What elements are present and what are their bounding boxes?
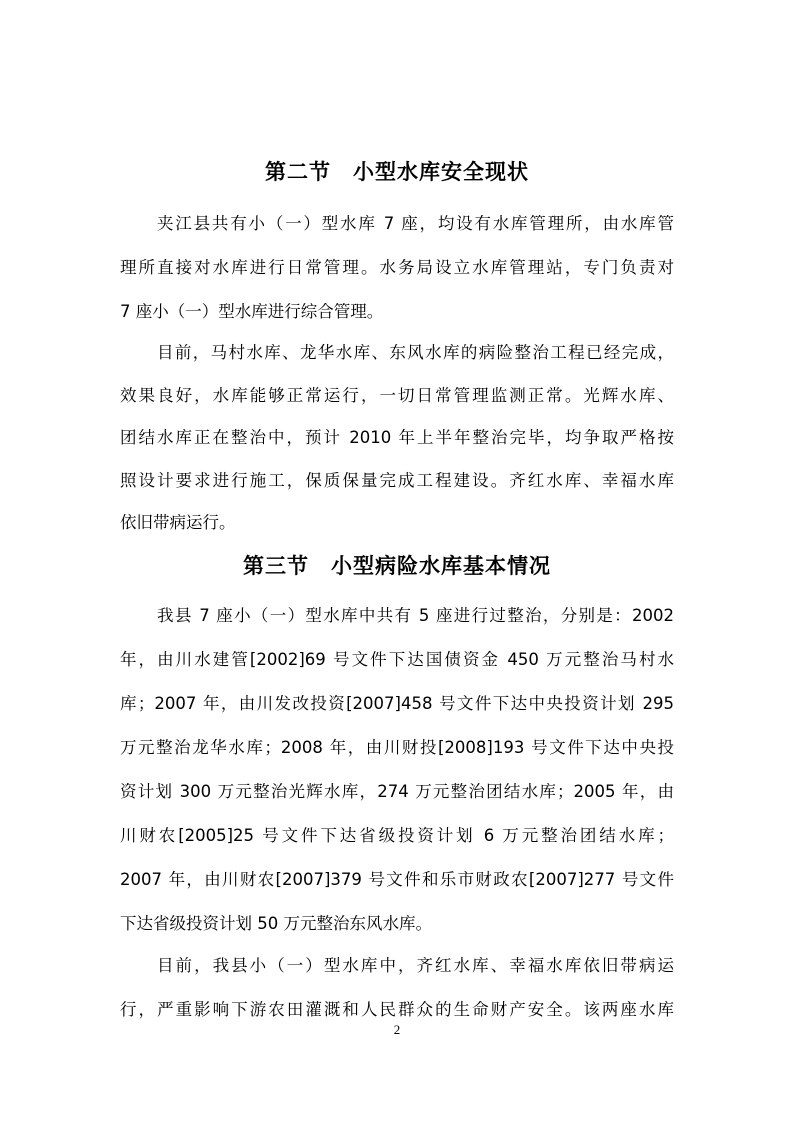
text-line: 夹江县共有小（一）型水库 7 座，均设有水库管理所，由水库管 <box>157 214 674 233</box>
text-line: 照设计要求进行施工，保质保量完成工程建设。齐红水库、幸福水库 <box>120 471 674 490</box>
text-line: 目前，马村水库、龙华水库、东风水库的病险整治工程已经完成， <box>157 343 674 362</box>
text-line: 下达省级投资计划 50 万元整治东风水库。 <box>120 914 432 933</box>
page-number: 2 <box>393 1022 401 1037</box>
text-line: 行，严重影响下游农田灌溉和人民群众的生命财产安全。该两座水库 <box>120 1000 674 1019</box>
text-line: 万元整治龙华水库；2008 年，由川财投[2008]193 号文件下达中央投 <box>120 738 674 757</box>
text-line: 理所直接对水库进行日常管理。水务局设立水库管理站，专门负责对 <box>120 258 674 277</box>
text-line: 依旧带病运行。 <box>120 513 236 532</box>
section-heading-2: 第二节 小型水库安全现状 <box>265 160 529 184</box>
text-line: 7 座小（一）型水库进行综合管理。 <box>120 302 384 321</box>
text-line: 2007 年，由川财农[2007]379 号文件和乐市财政农[2007]277 号文件 <box>120 870 674 889</box>
text-line: 库；2007 年，由川发改投资[2007]458 号文件下达中央投资计划 295 <box>120 694 674 713</box>
section-heading-3: 第三节 小型病险水库基本情况 <box>243 554 551 578</box>
text-line: 资计划 300 万元整治光辉水库，274 万元整治团结水库；2005 年，由 <box>120 782 674 801</box>
text-line: 团结水库正在整治中，预计 2010 年上半年整治完毕，均争取严格按 <box>120 428 674 447</box>
text-line: 目前，我县小（一）型水库中，齐红水库、幸福水库依旧带病运 <box>157 956 674 975</box>
text-line: 年，由川水建管[2002]69 号文件下达国债资金 450 万元整治马村水 <box>120 650 674 669</box>
text-line: 我县 7 座小（一）型水库中共有 5 座进行过整治，分别是：2002 <box>157 606 674 625</box>
text-line: 效果良好，水库能够正常运行，一切日常管理监测正常。光辉水库、 <box>120 386 674 405</box>
text-line: 川财农[2005]25 号文件下达省级投资计划 6 万元整治团结水库； <box>120 826 674 845</box>
